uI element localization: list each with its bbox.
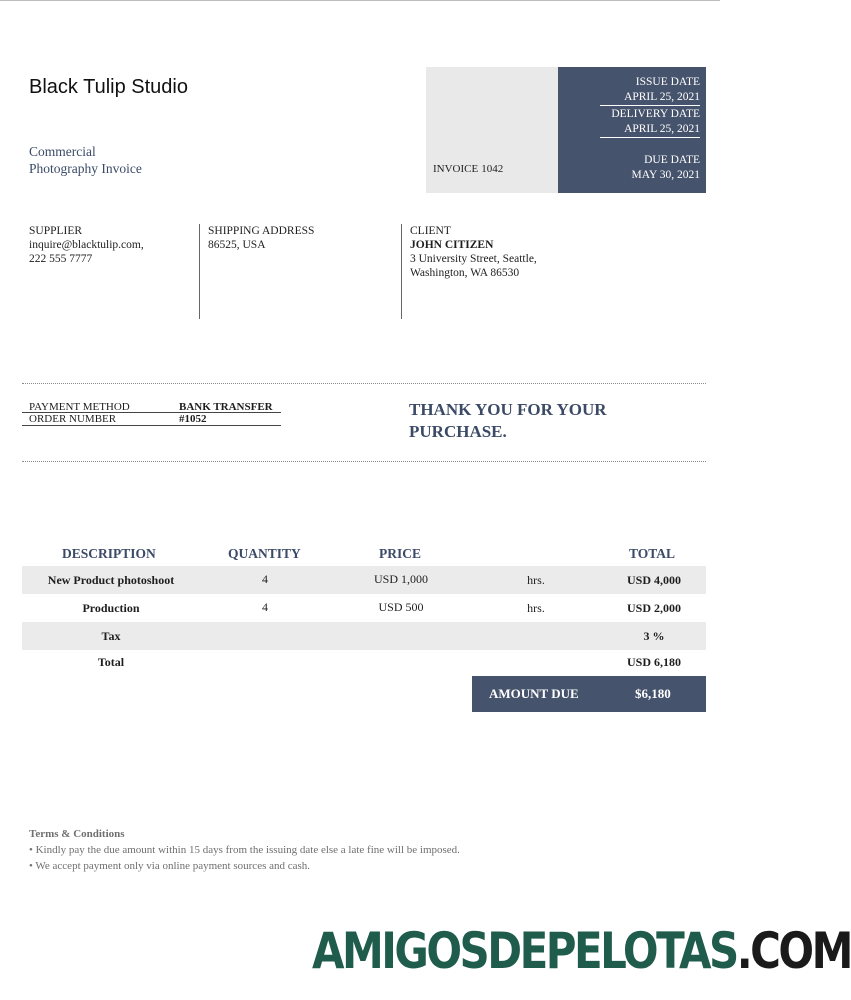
row-description: New Product photoshoot (47, 573, 175, 587)
client-label: CLIENT (410, 225, 451, 237)
table-row-background (22, 622, 706, 650)
dotted-divider (22, 461, 706, 462)
amount-due-value: $6,180 (635, 686, 671, 701)
due-date-block (600, 153, 700, 183)
invoice-number (433, 163, 506, 175)
supplier-label: SUPPLIER (29, 225, 83, 237)
invoice-number-value: 1042 (481, 163, 504, 175)
total-value: USD 6,180 (626, 655, 682, 669)
watermark-name: AMIGOSDEPELOTAS (312, 922, 737, 980)
row-quantity: 4 (262, 600, 268, 614)
invoice-subtitle (29, 143, 142, 177)
delivery-date-value: APRIL 25, 2021 (624, 123, 700, 135)
due-date-label: DUE DATE (644, 154, 700, 166)
row-underline (22, 425, 281, 426)
client-address-line-2: Washington, WA 86530 (410, 267, 520, 279)
issue-date-block (600, 75, 700, 106)
amount-due-box (472, 676, 706, 712)
row-unit: hrs. (527, 573, 545, 587)
column-divider (401, 224, 402, 319)
thank-you-message: THANK YOU FOR YOUR PURCHASE. (409, 400, 607, 441)
row-description: Production (82, 601, 140, 615)
amount-due-label: AMOUNT DUE (489, 686, 579, 701)
header-description: DESCRIPTION (62, 546, 156, 561)
row-quantity: 4 (262, 572, 268, 586)
order-number-value: #1052 (179, 413, 207, 425)
shipping-label: SHIPPING ADDRESS (208, 225, 315, 237)
watermark-domain: .COM (736, 922, 851, 980)
header-quantity: QUANTITY (228, 546, 301, 561)
row-price: USD 500 (378, 600, 424, 614)
shipping-section (208, 224, 393, 252)
terms-title: Terms & Conditions (29, 828, 125, 840)
order-number-label: ORDER NUMBER (29, 413, 117, 425)
dates-panel (558, 67, 706, 193)
delivery-date-label: DELIVERY DATE (611, 108, 700, 120)
issue-date-label: ISSUE DATE (635, 76, 700, 88)
row-unit: hrs. (527, 601, 545, 615)
invoice-label: INVOICE (433, 163, 479, 175)
company-name: Black Tulip Studio (29, 76, 188, 98)
header-price: PRICE (379, 546, 422, 561)
subtitle-line-2: Photography Invoice (29, 161, 142, 176)
total-label: Total (97, 655, 125, 669)
row-total: USD 4,000 (626, 573, 682, 587)
issue-date-value: APRIL 25, 2021 (624, 91, 700, 103)
supplier-phone: 222 555 7777 (29, 253, 93, 265)
watermark-brand (312, 921, 851, 981)
row-total: USD 2,000 (626, 601, 682, 615)
supplier-email: inquire@blacktulip.com, (29, 239, 144, 251)
column-divider (199, 224, 200, 319)
terms-section (29, 826, 460, 874)
payment-method-value: BANK TRANSFER (179, 401, 273, 413)
dotted-divider (22, 383, 706, 384)
subtitle-line-1: Commercial (29, 144, 96, 159)
header-total: TOTAL (629, 546, 676, 561)
client-address-line-1: 3 University Street, Seattle, (410, 253, 537, 265)
supplier-section (29, 224, 197, 266)
client-section (410, 224, 610, 280)
shipping-address: 86525, USA (208, 239, 266, 251)
client-name: JOHN CITIZEN (410, 239, 494, 251)
terms-line-1: • Kindly pay the due amount within 15 days from the issuing date else a late fine will be imposed. (29, 844, 460, 856)
delivery-date-block (600, 107, 700, 138)
tax-value: 3 % (643, 629, 665, 643)
tax-label: Tax (101, 629, 121, 643)
terms-line-2: • We accept payment only via online payment sources and cash. (29, 860, 311, 872)
top-border (0, 0, 720, 1)
due-date-value: MAY 30, 2021 (631, 169, 700, 181)
row-price: USD 1,000 (373, 572, 429, 586)
payment-method-label: PAYMENT METHOD (29, 401, 130, 413)
